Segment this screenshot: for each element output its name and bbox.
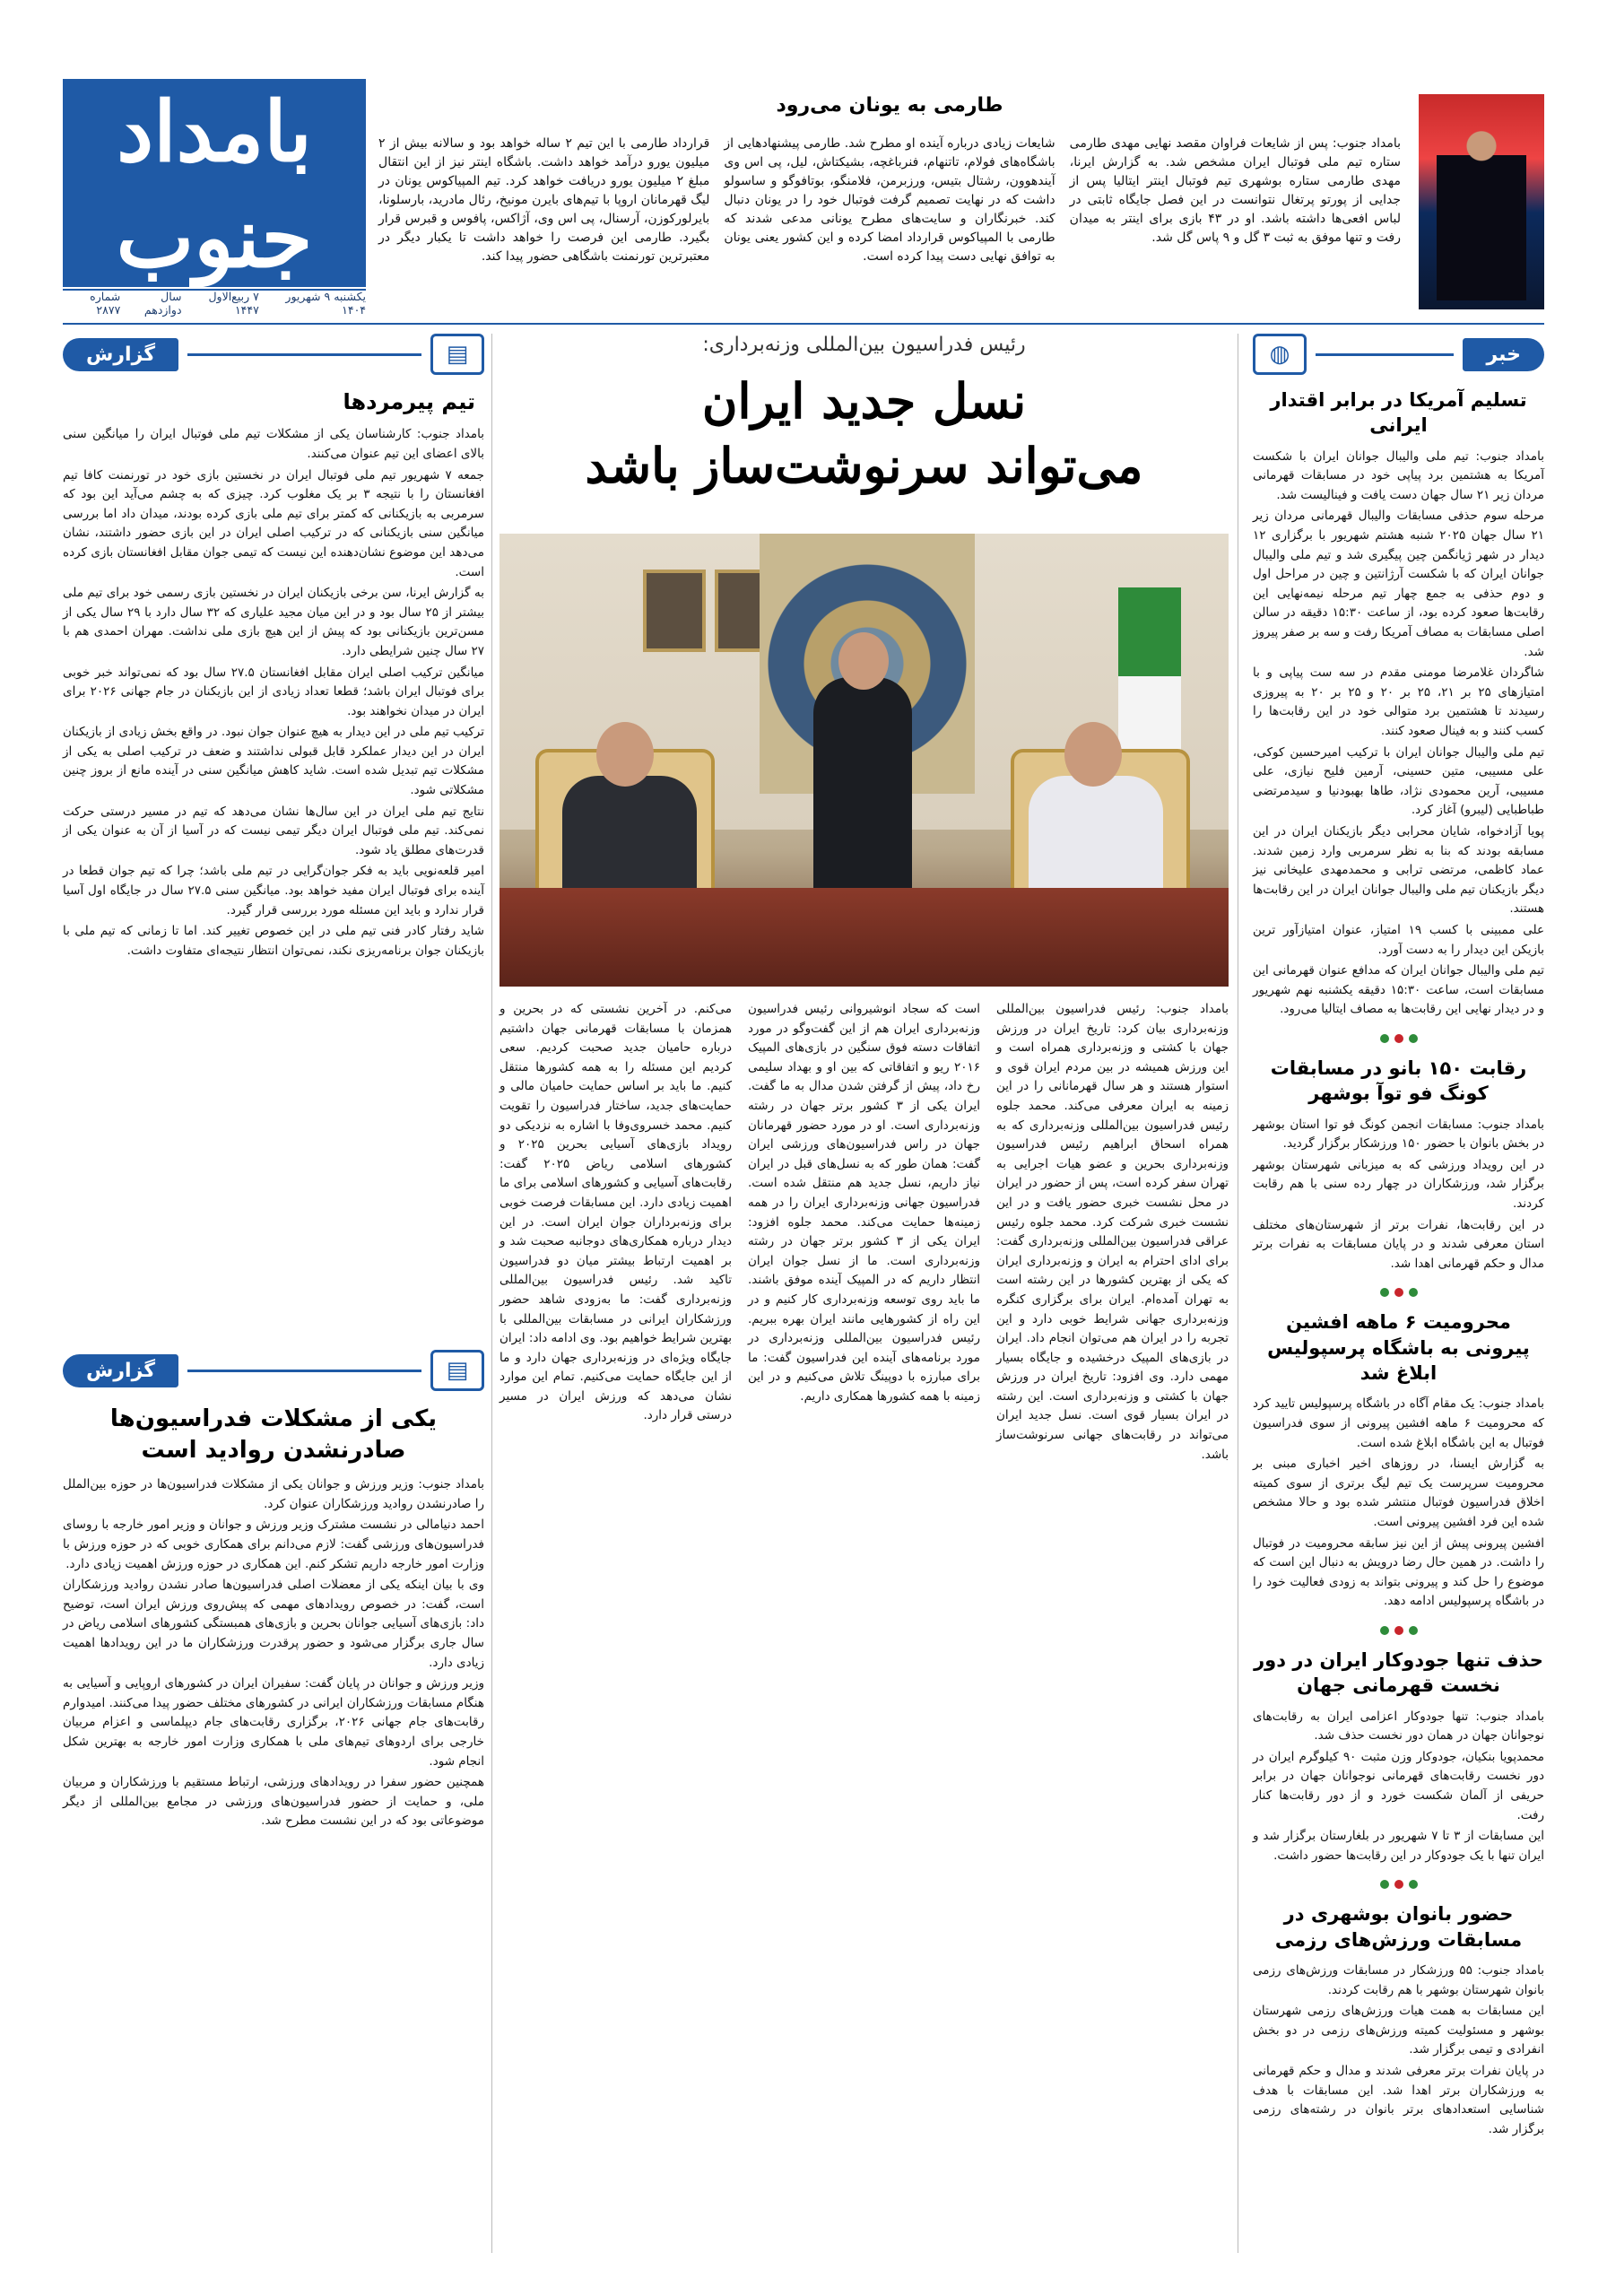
report-paragraph: به گزارش ایرنا، سن برخی بازیکنان ایران در نخستین بازی رسمی خود برای تیم ملی بیشتر از ۲۵ سال بود و در این میان مجید علیاری که ۳۲ سال دارد با ۲۹ سال یکی از مسن‌ترین بازیکنانی بود که پیش از این هیچ بازی ملی نداشت. مهران احمدی هم با ۲۷ سال چنین شرایطی دارد. [63,586,485,658]
lead-story-body [499,1000,1229,1466]
news-paragraph: بامداد جنوب: تنها جودوکار اعزامی ایران به رقابت‌های نوجوانان جهان در همان دور نخست حذف شد. [1253,1709,1544,1744]
report-paragraph: میانگین ترکیب اصلی ایران مقابل افغانستان ۲۷.۵ سال بود که نمی‌تواند خبر خوبی برای فوتبال ایران باشد؛ قطعا تعداد زیادی از این بازیکنان در جام جهانی ۲۰۲۶ برای ایران در میدان نخواهند بود. [63,665,484,718]
lead-story-header [499,334,1229,498]
news-paragraph: شاگردان غلامرضا مومنی مقدم در سه ست پیاپی و با امتیازهای ۲۵ بر ۲۱، ۲۵ بر ۲۰ و ۲۵ بر ۲۰ به پیروزی رسیدند تا هشتمین برد متوالی خود در این رقابت‌ها را کسب کنند و به فینال صعود کنند. [1253,665,1544,738]
separator-dots [1253,1880,1544,1889]
news-paragraph: بامداد جنوب: یک مقام آگاه در باشگاه پرسپولیس تایید کرد که محرومیت ۶ ماهه افشین پیرونی از سوی فدراسیون فوتبال به این باشگاه ابلاغ شده است. [1253,1396,1544,1450]
report-paragraph: شاید رفتار کادر فنی تیم ملی در این خصوص تغییر کند. اما تا زمانی که تیم ملی با بازیکنان جوان برنامه‌ریزی نکند، نمی‌توان انتظار نتیجه‌ای متفاوت داشت. [63,924,484,958]
separator-dots [1253,1288,1544,1297]
report-label-bar [63,334,484,375]
lead-headline-line1: نسل جدید ایران [701,372,1027,430]
news-label-bar [1253,334,1544,375]
news-paragraph: به گزارش ایسنا، در روزهای اخیر اخباری مبنی بر محرومیت سرپرست یک تیم لیگ برتری از سوی کمیته اخلاق فدراسیون فوتبال منتشر شده بود و حالا مشخص شده این فرد افشین پیرونی است. [1253,1457,1544,1529]
report-label: گزارش [63,1354,178,1387]
column-divider [491,334,492,2253]
report-paragraph: بامداد جنوب: کارشناسان یکی از مشکلات تیم ملی فوتبال ایران را میانگین سنی بالای اعضای این تیم عنوان می‌کنند. [63,427,484,461]
news-paragraph: مرحله سوم حذفی مسابقات والیبال قهرمانی مردان زیر ۲۱ سال جهان ۲۰۲۵ شنبه هشتم شهریور با برگزاری ۱۲ دیدار در شهر ژیانگمن چین پیگیری شد و تیم ملی والیبال جوانان ایران که با شکست آرژانتین و چین در مراحل اول و دوم حذفی به جمع چهار تیم مرحله نیمه‌نهایی این رقابت‌ها صعود کرده بود، از ساعت ۱۵:۳۰ دقیقه در سالن اصلی مسابقات به مصاف آمریکا رفت و سه بر صفر پیروز شد. [1253,509,1545,659]
lead-headline-line2: می‌تواند سرنوشت‌ساز باشد [585,437,1143,494]
news-title: رقابت ۱۵۰ بانو در مسابقات کونگ فو توآ بوشهر [1270,1057,1527,1105]
report-paragraph: احمد دنیامالی در نشست مشترک وزیر ورزش و جوانان و وزیر امور خارجه با روسای فدراسیون‌های ورزشی گفت: لازم می‌دانم برای همکاری خوبی که در حوزه ورزش با وزارت امور خارجه داریم تشکر کنم. این همکاری در حوزه ورزش اهمیت زیادی دارد. [63,1518,484,1571]
news-paragraph: افشین پیرونی پیش از این نیز سابقه محرومیت در فوتبال را داشت. در همین حال رضا درویش به دنبال این است که موضوع را حل کند و پیرونی بتواند به زودی فعالیت خود را در باشگاه پرسپولیس ادامه دهد. [1253,1535,1544,1609]
news-paragraph: در پایان نفرات برتر معرفی شدند و مدال و حکم قهرمانی به ورزشکاران برتر اهدا شد. این مسابقات با هدف شناسایی استعدادهای برتر بانوان در رشته‌های رزمی برگزار شد. [1253,2064,1544,2136]
news-paragraph: پویا آزادخواه، شایان محرابی دیگر بازیکنان ایران در این مسابقه بودند که بنا به نظر سرمربی وارد زمین شدند. عماد کاظمی، مرتضی ترابی و محمدمهدی علیخانی نیز دیگر بازیکنان تیم ملی والیبال جوانان ایران در این رقابت‌ها هستند. [1253,823,1544,917]
news-paragraph: این مسابقات از ۳ تا ۷ شهریور در بلغارستان برگزار شد و ایران تنها با یک جودوکار در این رقابت‌ها حضور داشت. [1253,1829,1544,1863]
separator-dots [1253,1626,1544,1635]
top-story-paragraph: بامداد جنوب: پس از شایعات فراوان مقصد نهایی مهدی طارمی ستاره تیم ملی فوتبال ایران مشخص شد. به گزارش ایرنا، مهدی طارمی ستاره بوشهری تیم فوتبال اینتر ایتالیا پس از جدایی از پورتو پرتغال نتوانست در این فصل جایگاه ثابتی در لباس افعی‌ها داشته باشد. او در ۴۳ بازی برای اینتر به میدان رفت و تنها موفق به ثبت ۳ گل و ۹ پاس گل شد. [1069,136,1401,245]
news-paragraph: علی ممبینی با کسب ۱۹ امتیاز، عنوان امتیازآور ترین بازیکن این دیدار را به دست آورد. [1253,922,1544,957]
date-persian: یکشنبه ۹ شهریور ۱۴۰۴ [285,289,366,317]
report-paragraph: جمعه ۷ شهریور تیم ملی فوتبال ایران در نخستین بازی خود در تورنمنت کافا تیم افغانستان را با نتیجه ۳ بر یک مغلوب کرد. چیزی که به چشم می‌آید این بود که سرمربی به بازیکنانی که کمتر برای تیم ملی بازی کرده بودند، میدان داد اما بررسی میانگین سنی بازیکنانی که در ترکیب اصلی ایران در این بازی حضور داشتند، نشان می‌دهد این موضوع نشان‌دهنده این نیست که تیمی جوان مقابل افغانستان بازی کرده است. [63,467,484,579]
report-title: یکی از مشکلات فدراسیون‌ها صادرنشدن روادید است [109,1405,438,1465]
newspaper-title: بامداد جنوب [116,83,313,286]
news-paragraph: بامداد جنوب: تیم ملی والیبال جوانان ایران با شکست آمریکا به هشتمین برد پیاپی خود در مسابقات قهرمانی مردان زیر ۲۱ سال جهان دست یافت و فینالیست شد. [1253,448,1544,502]
news-title: حذف تنها جودوکار ایران در دور نخست قهرمانی جهان [1254,1648,1543,1697]
news-paragraph: این مسابقات به همت هیات ورزش‌های رزمی شهرستان بوشهر و مسئولیت کمیته ورزش‌های رزمی در دو بخش انفرادی و تیمی برگزار شد. [1253,2004,1544,2057]
lead-column: می‌کنم. در آخرین نشستی که در بحرین و همزمان با مسابقات قهرمانی جهان داشتیم درباره حامیان جدید صحبت کردیم. سعی کردیم این مسئله را به همه کشورها منتقل کنیم. ما باید بر اساس حمایت حامیان مالی و حمایت‌های جدید، ساختار فدراسیون را تقویت کنیم. محمد خسروی‌وفا با اشاره به نزدیکی دو رویداد بازی‌های آسیایی بحرین ۲۰۲۵ و کشورهای اسلامی ریاض ۲۰۲۵ گفت: رقابت‌های آسیایی و کشورهای اسلامی برای ما اهمیت زیادی دارد. این مسابقات فرصت خوبی برای وزنه‌برداران جوان ایران است. در این دیدار درباره همکاری‌های دوجانبه صحبت شد و بر اهمیت ارتباط بیشتر میان دو فدراسیون تاکید شد. رئیس فدراسیون بین‌المللی وزنه‌برداری گفت: ما به‌زودی شاهد حضور ورزشکاران ایرانی در مسابقات بین‌المللی با بهترین شرایط خواهیم بود. وی ادامه داد: ایران جایگاه ویژه‌ای در وزنه‌برداری جهان دارد و ما از این جایگاه حمایت می‌کنیم. تمام این موارد نشان می‌دهد که ورزش ایران در مسیر درستی قرار دارد. [499,1002,733,1423]
top-story-title: طارمی به یونان می‌رود [776,94,1003,117]
separator-dots [1253,1034,1544,1043]
news-title: محرومیت ۶ ماهه افشین پیرونی به باشگاه پرسپولیس ابلاغ شد [1267,1311,1530,1385]
report-title: تیم پیرمردها [343,389,475,414]
news-column [1253,334,1544,2141]
report-paragraph: نتایج تیم ملی ایران در این سال‌ها نشان می‌دهد که تیم در مسیر درستی حرکت نمی‌کند. تیم ملی فوتبال ایران دیگر تیمی نیست که در آسیا از آن به عنوان یکی از قدرت‌های مطلق یاد شود. [63,804,484,857]
issue-number: شماره ۲۸۷۷ [90,289,121,317]
report-paragraph: بامداد جنوب: وزیر ورزش و جوانان یکی از مشکلات فدراسیون‌ها در حوزه بین‌الملل را صادرنشدن روادید ورزشکاران عنوان کرد. [63,1477,484,1511]
newspaper-icon: ▤ [430,1350,484,1391]
news-paragraph: تیم ملی والیبال جوانان ایران با ترکیب امیرحسین کوکی، علی مسیبی، متین حسینی، آرمین فلیح نیازی، علی مسیبی، آرین محمودی نژاد، طاها بهبودنیا و سیدمرتضی طباطبایی (لیبرو) آغاز کرد. [1253,744,1544,818]
report-label: گزارش [63,338,178,371]
news-paragraph: محمدپویا بنکیان، جودوکار وزن مثبت ۹۰ کیلوگرم ایران در دور نخست رقابت‌های قهرمانی نوجوانان جهان در برابر حریفی از آلمان شکست خورد و از دور رقابت‌ها کنار رفت. [1253,1749,1544,1822]
report-label-bar [63,1350,484,1391]
dateline [63,289,366,317]
lead-kicker: رئیس فدراسیون بین‌المللی وزنه‌برداری: [702,334,1026,356]
news-label: خبر [1463,338,1544,371]
news-paragraph: بامداد جنوب: مسابقات انجمن کونگ فو توا استان بوشهر در بخش بانوان با حضور ۱۵۰ ورزشکار برگزار گردید. [1253,1117,1544,1152]
top-story [378,94,1544,314]
news-title: تسلیم آمریکا در برابر اقتدار ایرانی [1270,389,1527,437]
news-paragraph: تیم ملی والیبال جوانان ایران که مدافع عنوان قهرمانی این مسابقات است، ساعت ۱۵:۳۰ دقیقه یکشنبه نهم شهریور و در دیدار نهایی این رقابت‌ها به مصاف ایتالیا می‌رود. [1253,963,1544,1017]
news-paragraph: در این رویداد ورزشی که به میزبانی شهرستان بوشهر برگزار شد، ورزشکاران در چهار رده سنی با هم رقابت کردند. [1253,1157,1544,1211]
report-paragraph: امیر قلعه‌نویی باید به فکر جوان‌گرایی در تیم ملی باشد؛ چرا که تیم جوان قطعا در آینده برای فوتبال ایران مفید خواهد بود. میانگین سنی ۲۷.۵ سال در جایگاه اول آسیا قرار ندارد و باید این مسئله مورد بررسی قرار گیرد. [63,864,485,918]
taremi-photo [1419,94,1544,309]
lead-column: است که سجاد انوشیروانی رئیس فدراسیون وزنه‌برداری ایران هم از این گفت‌وگو در مورد اتفاقات دسته فوق سنگین در بازی‌های المپیک ۲۰۱۶ ریو و اتفاقاتی که بین او و بهداد سلیمی رخ داد، پیش از گرفتن شدن مدال به ما گفت. ایران یکی از ۳ کشور برتر جهان در رشته وزنه‌برداری است. او در مورد حضور قهرمانان جهان در راس فدراسیون‌های ورزشی ایران گفت: همان طور که به نسل‌های قبل در ایران نیاز داریم، نسل جدید هم منتقل شده است. فدراسیون جهانی وزنه‌برداری ایران را در همه زمینه‌ها حمایت می‌کند. محمد جلوه افزود: ایران یکی از ۳ کشور برتر جهان در رشته وزنه‌برداری است. ما از نسل جوان ایران انتظار داریم که در المپیک آینده موفق باشند. ما باید روی توسعه وزنه‌برداری کار کنیم و در این راه از کشورهایی مانند ایران بهره ببریم. رئیس فدراسیون بین‌المللی وزنه‌برداری در مورد برنامه‌های آینده این فدراسیون گفت: ما برای مبارزه با دوپینگ تلاش می‌کنیم و در این زمینه با همه کشورها همکاری داریم. [748,1002,981,1404]
top-story-paragraph: شایعات زیادی درباره آینده او مطرح شد. طارمی پیشنهادهایی از باشگاه‌های فولام، تاتنهام، فنرباغچه، بشیکتاش، لیل، پی اس وی آیندهوون، رشتال بتیس، ورزبرمن، فلامنگو، بوتافوگو و ساسولو داشت که در نهایت تصمیم گرفت فوتبال خود را در یونان دنبال کند. خبرنگاران و سایت‌های مطرح یونانی مدعی شدند که طارمی با المپیاکوس قرارداد امضا کرده و این کشور یعنی یونان به توافق نهایی دست پیدا کرده است. [724,136,1055,264]
volume: سال دوازدهم [143,289,182,317]
news-title: حضور بانوان بوشهری در مسابقات ورزش‌های رزمی [1274,1903,1523,1951]
news-paragraph: بامداد جنوب: ۵۵ ورزشکار در مسابقات ورزش‌های رزمی بانوان شهرستان بوشهر با هم رقابت کردند. [1253,1963,1545,1997]
report-paragraph: وزیر ورزش و جوانان در پایان گفت: سفیران ایران در کشورهای اروپایی و آسیایی به هنگام مسابقات ورزشکاران ایرانی در کشورهای مختلف حضور پیدا می‌کنند. امیدوارم رقابت‌های جام جهانی ۲۰۲۶، برگزاری رقابت‌های جام دیپلماسی و اعزام مربیان خارجی برای اردوهای تیم‌های ملی با همکاری وزارت امور خارجه به بهترین شکل انجام شود. [63,1676,485,1769]
masthead [63,79,366,287]
date-hijri: ۷ ربیع‌الاول ۱۴۴۷ [208,289,259,317]
header-divider [63,323,1544,325]
newspaper-icon: ▤ [430,334,484,375]
report-paragraph: همچنین حضور سفرا در رویدادهای ورزشی، ارتباط مستقیم با ورزشکاران و مربیان ملی، و حمایت از حضور فدراسیون‌های ورزشی در مجامع بین‌المللی از دیگر موضوعاتی بود که در این نشست مطرح شد. [63,1775,484,1829]
report-column [63,334,484,962]
globe-icon: ◍ [1253,334,1307,375]
lead-column: بامداد جنوب: رئیس فدراسیون بین‌المللی وزنه‌برداری بیان کرد: تاریخ ایران در ورزش جهان با کشتی و وزنه‌برداری همراه است و این ورزش همیشه در بین مردم ایران قوی و استوار هستند و هر سال قهرمانانی را در این زمینه به ایران معرفی می‌کند. محمد جلوه رئیس فدراسیون بین‌المللی وزنه‌برداری که به همراه اسحاق ابراهیم رئیس فدراسیون وزنه‌برداری بحرین و عضو هیات اجرایی به تهران سفر کرده است، پس از حضور در ایران در محل نشست خبری حضور یافت و در این نشست خبری شرکت کرد. محمد جلوه رئیس عراقی فدراسیون بین‌المللی وزنه‌برداری گفت: برای ادای احترام به ایران و وزنه‌برداری ایران که یکی از بهترین کشورها در این رشته است به تهران آمده‌ام. ایران برای برگزاری کنگره وزنه‌برداری جهانی شرایط خوبی دارد و این تجربه را در ایران هم می‌توان انجام داد. ایران در بازی‌های المپیک درخشیده و جایگاه بسیار مهمی دارد. وی افزود: تاریخ ایران در ورزش جهان با کشتی و وزنه‌برداری است. این رشته در ایران بسیار قوی است. نسل جدید ایران می‌تواند در رقابت‌های جهانی سرنوشت‌ساز باشد. [996,1002,1229,1462]
weightlifting-meeting-photo [499,534,1229,987]
report-paragraph: ترکیب تیم ملی در این دیدار به هیچ عنوان جوان نبود. در واقع بخش زیادی از بازیکنان ایران در این دیدار عملکرد قابل قبولی نداشتند و ضعف در ترکیب اصلی به یکی از مشکلات تیم تبدیل شده است. شاید کاهش میانگین سنی در آینده مانع از بروز چنین مشکلاتی شود. [63,725,484,798]
top-story-paragraph: قرارداد طارمی با این تیم ۲ ساله خواهد بود و سالانه بیش از ۲ میلیون یورو درآمد خواهد داشت. باشگاه اینتر نیز از این انتقال مبلغ ۲ میلیون یورو دریافت خواهد کرد. تیم المپیاکوس یونان در لیگ قهرمانان اروپا با تیم‌های بایرن مونیخ، رئال مادرید، بارسلونا، بایرلورکوزن، آرسنال، پی اس وی، آژاکس، پافوس و قبرس قرار بگیرد. طارمی این فرصت را خواهد داشت تا یکبار دیگر در معتبرترین تورنمنت باشگاهی حضور پیدا کند. [378,136,710,264]
report-column-2 [63,1350,484,1833]
news-paragraph: در این رقابت‌ها، نفرات برتر از شهرستان‌های مختلف استان معرفی شدند و در پایان مسابقات به نفرات برتر مدال و حکم قهرمانی اهدا شد. [1253,1217,1544,1271]
report-paragraph: وی با بیان اینکه یکی از معضلات اصلی فدراسیون‌ها صادر نشدن روادید ورزشکاران است، گفت: در خصوص رویدادهای مهمی که پیش‌روی ورزش ایران است، توضیح داد: بازی‌های آسیایی جوانان بحرین و بازی‌های همبستگی کشورهای اسلامی ریاض در سال جاری برگزار می‌شود و حضور پرقدرت ورزشکاران ما در این رویدادها اهمیت زیادی دارد. [63,1578,484,1670]
